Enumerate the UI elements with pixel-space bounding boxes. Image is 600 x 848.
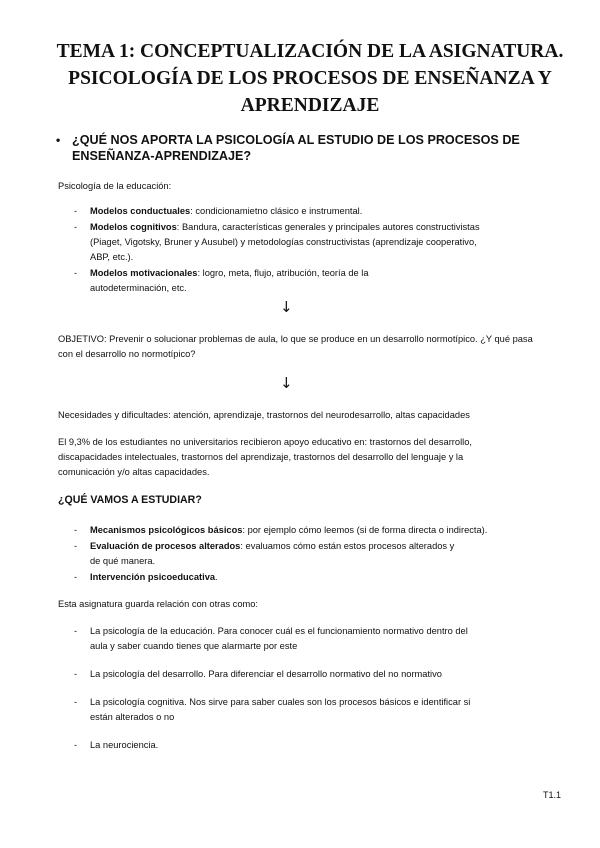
dash-marker: - (74, 222, 78, 232)
relation-intro: Esta asignatura guarda relación con otras como: (58, 599, 258, 609)
item-text: : condicionamietno clásico e instrumental. (190, 206, 363, 216)
page-number: T1.1 (543, 790, 562, 800)
statistic-paragraph (58, 435, 578, 480)
stat-line-3: comunicación y/o altas capacidades. (58, 467, 210, 477)
dash-marker: - (74, 525, 78, 535)
heading-line-2: ENSEÑANZA-APRENDIZAJE? (72, 149, 252, 163)
objetivo-line-1: OBJETIVO: Prevenir o solucionar problemas de aula, lo que se produce en un desarrollo normotípico. ¿Y qué pasa (58, 334, 533, 344)
item-label: Modelos cognitivos (90, 222, 177, 232)
item-text-line-2: están alterados o no (90, 712, 175, 722)
dash-marker: - (74, 572, 78, 582)
dash-marker: - (74, 206, 78, 216)
down-arrow-icon: ↓ (280, 374, 293, 392)
dash-marker: - (74, 669, 78, 679)
stat-line-1: El 9,3% de los estudiantes no universitarios recibieron apoyo educativo en: trastornos del desarrollo, (58, 437, 472, 447)
item-text-line-1: La psicología del desarrollo. Para diferenciar el desarrollo normativo del no normativo (90, 669, 442, 679)
down-arrow-icon: ↓ (280, 298, 293, 316)
item-text: : por ejemplo cómo leemos (si de forma directa o indirecta). (242, 525, 488, 535)
item-label: Modelos conductuales (90, 206, 191, 216)
dash-marker: - (74, 268, 78, 278)
item-text-line-2: autodeterminación, etc. (90, 283, 187, 293)
section-heading-estudiar: ¿QUÉ VAMOS A ESTUDIAR? (58, 494, 202, 506)
intro-text: Psicología de la educación: (58, 181, 172, 191)
item-text-line-2: (Piaget, Vigotsky, Bruner y Ausubel) y metodologías constructivistas (aprendizaje cooperativo, (90, 237, 477, 247)
heading-line-1: ¿QUÉ NOS APORTA LA PSICOLOGÍA AL ESTUDIO DE LOS PROCESOS DE (72, 133, 520, 147)
title-line-3: APRENDIZAJE (240, 95, 380, 116)
objetivo-text (58, 332, 578, 362)
dash-marker: - (74, 740, 78, 750)
bullet-icon: • (56, 133, 61, 147)
dash-marker: - (74, 697, 78, 707)
item-text: : logro, meta, flujo, atribución, teoría de la (197, 268, 369, 278)
stat-line-2: discapacidades intelectuales, trastornos del aprendizaje, trastornos del desarrollo del lenguaje y la (58, 452, 464, 462)
item-text-line-1: La psicología de la educación. Para conocer cuál es el funcionamiento normativo dentro del (90, 626, 468, 636)
item-label: Intervención psicoeducativa (90, 572, 216, 582)
title-line-2: PSICOLOGÍA DE LOS PROCESOS DE ENSEÑANZA Y (68, 68, 552, 89)
item-text-line-2: de qué manera. (90, 556, 156, 566)
item-text-line-2: aula y saber cuando tienes que alarmarte por este (90, 641, 298, 651)
page-title (40, 38, 580, 119)
item-label: Evaluación de procesos alterados (90, 541, 241, 551)
item-label: Modelos motivacionales (90, 268, 198, 278)
necesidades-text: Necesidades y dificultades: atención, aprendizaje, trastornos del neurodesarrollo, altas capacidades (58, 410, 470, 420)
dash-marker: - (74, 541, 78, 551)
title-line-1: TEMA 1: CONCEPTUALIZACIÓN DE LA ASIGNATURA. (56, 41, 564, 62)
objetivo-line-2: con el desarrollo no normotípico? (58, 349, 196, 359)
dash-marker: - (74, 626, 78, 636)
item-label: Mecanismos psicológicos básicos (90, 525, 243, 535)
item-text: . (215, 572, 218, 582)
item-text-line-1: La psicología cognitiva. Nos sirve para saber cuales son los procesos básicos e identificar si (90, 697, 471, 707)
item-text-line-3: ABP, etc.). (90, 252, 134, 262)
item-text-line-1: La neurociencia. (90, 740, 159, 750)
item-text: : evaluamos cómo están estos procesos alterados y (240, 541, 455, 551)
item-text: : Bandura, características generales y principales autores constructivistas (176, 222, 480, 232)
